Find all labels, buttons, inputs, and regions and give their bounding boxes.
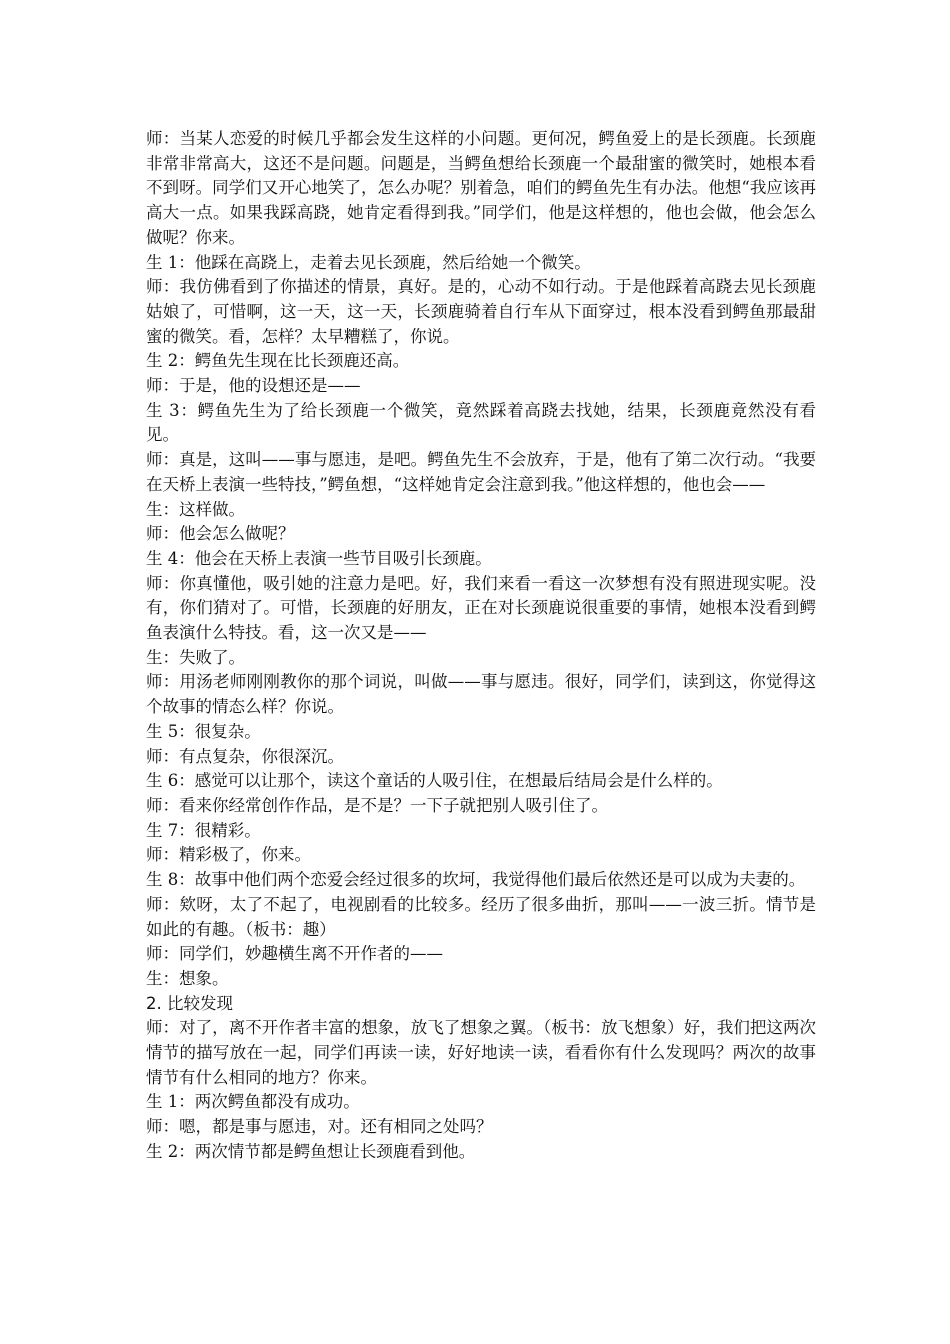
dialogue-paragraph: 生 5：很复杂。 — [146, 721, 261, 741]
dialogue-paragraph: 生 3：鳄鱼先生为了给长颈鹿一个微笑，竟然踩着高跷去找她，结果，长颈鹿竟然没有看见。 — [146, 400, 816, 445]
dialogue-paragraph: 生 2：鳄鱼先生现在比长颈鹿还高。 — [146, 351, 410, 371]
dialogue-paragraph: 生 1：两次鳄鱼都没有成功。 — [146, 1092, 360, 1112]
dialogue-paragraph: 师：于是，他的设想还是—— — [146, 376, 361, 396]
section-heading: 2. 比较发现 — [146, 993, 233, 1013]
dialogue-paragraph: 生：失败了。 — [146, 647, 245, 667]
dialogue-paragraph: 师：真是，这叫——事与愿违，是吧。鳄鱼先生不会放弃，于是，他有了第二次行动。“我要在天桥上表演一些特技，”鳄鱼想，“这样她肯定会注意到我。”他这样想的，他也会—— — [146, 450, 816, 494]
dialogue-paragraph: 师：当某人恋爱的时候几乎都会发生这样的小问题。更何况，鳄鱼爱上的是长颈鹿。长颈鹿非常非常高大，这还不是问题。问题是，当鳄鱼想给长颈鹿一个最甜蜜的微笑时，她根本看不到呀。同学们又开心地笑了，怎么办呢？别着急，咱们的鳄鱼先生有办法。他想“我应该再高大一点。如果我踩高跷，她肯定看得到我。”同学们，他是这样想的，他也会做，他会怎么做呢？你来。 — [146, 129, 816, 247]
dialogue-paragraph: 师：他会怎么做呢？ — [146, 524, 295, 544]
dialogue-paragraph: 生 2：两次情节都是鳄鱼想让长颈鹿看到他。 — [146, 1141, 476, 1161]
document-body — [146, 127, 816, 1165]
dialogue-paragraph: 生：这样做。 — [146, 499, 245, 519]
dialogue-paragraph: 师：嗯，都是事与愿违，对。还有相同之处吗？ — [146, 1117, 493, 1137]
dialogue-paragraph: 师：欸呀，太了不起了，电视剧看的比较多。经历了很多曲折，那叫——一波三折。情节是如此的有趣。（板书：趣） — [146, 894, 816, 939]
dialogue-paragraph: 师：我仿佛看到了你描述的情景，真好。是的，心动不如行动。于是他踩着高跷去见长颈鹿姑娘了，可惜啊，这一天，这一天，长颈鹿骑着自行车从下面穿过，根本没看到鳄鱼那最甜蜜的微笑。看，怎样？太早糟糕了，你说。 — [146, 277, 816, 346]
dialogue-paragraph: 生 6：感觉可以让那个，读这个童话的人吸引住，在想最后结局会是什么样的。 — [146, 771, 723, 791]
dialogue-paragraph: 师：用汤老师刚刚教你的那个词说，叫做——事与愿违。很好，同学们，读到这，你觉得这个故事的情态么样？你说。 — [146, 672, 816, 717]
dialogue-paragraph: 师：看来你经常创作作品，是不是？一下子就把别人吸引住了。 — [146, 795, 608, 815]
dialogue-paragraph: 生 1：他踩在高跷上，走着去见长颈鹿，然后给她一个微笑。 — [146, 252, 591, 272]
dialogue-paragraph: 师：有点复杂，你很深沉。 — [146, 746, 344, 766]
dialogue-paragraph: 师：精彩极了，你来。 — [146, 845, 311, 865]
dialogue-paragraph: 生 8：故事中他们两个恋爱会经过很多的坎坷，我觉得他们最后依然还是可以成为夫妻的。 — [146, 870, 806, 890]
dialogue-paragraph: 师：对了，离不开作者丰富的想象，放飞了想象之翼。（板书：放飞想象）好，我们把这两次情节的描写放在一起，同学们再读一读，好好地读一读，看看你有什么发现吗？两次的故事情节有什么相同的地方？你来。 — [146, 1018, 816, 1087]
dialogue-paragraph: 生 7：很精彩。 — [146, 820, 261, 840]
dialogue-paragraph: 师：你真懂他，吸引她的注意力是吧。好，我们来看一看这一次梦想有没有照进现实呢。没有，你们猜对了。可惜，长颈鹿的好朋友，正在对长颈鹿说很重要的事情，她根本没看到鳄鱼表演什么特技。看，这一次又是—— — [146, 573, 816, 643]
dialogue-paragraph: 师：同学们，妙趣横生离不开作者的—— — [146, 944, 443, 964]
dialogue-paragraph: 生：想象。 — [146, 968, 229, 988]
dialogue-paragraph: 生 4：他会在天桥上表演一些节目吸引长颈鹿。 — [146, 548, 492, 568]
